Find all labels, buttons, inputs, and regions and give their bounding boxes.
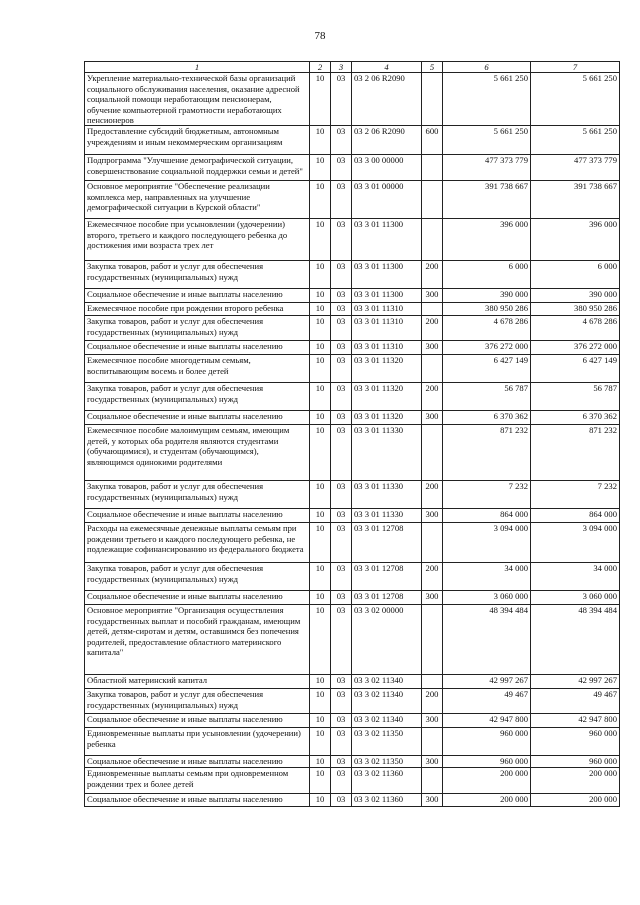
- row-name-cell: Закупка товаров, работ и услуг для обеспечения государственных (муниципальных) нужд: [85, 563, 310, 591]
- row-section-cell: 10: [310, 341, 331, 355]
- row-section-cell: 10: [310, 181, 331, 219]
- row-sum-col7-cell: 200 000: [531, 768, 620, 794]
- row-expense-type-cell: [422, 523, 443, 563]
- row-expense-type-cell: [422, 155, 443, 181]
- row-target-article-cell: 03 3 01 11300: [352, 261, 422, 289]
- row-sum-col7-cell: 4 678 286: [531, 316, 620, 341]
- row-subsection-cell: 03: [331, 126, 352, 155]
- table-row: [85, 425, 620, 481]
- row-subsection-cell: 03: [331, 383, 352, 411]
- row-expense-type-cell: 300: [422, 591, 443, 605]
- row-subsection-cell: 03: [331, 316, 352, 341]
- row-sum-col6-cell: 7 232: [443, 481, 531, 509]
- row-section-cell: 10: [310, 155, 331, 181]
- row-subsection-cell: 03: [331, 563, 352, 591]
- row-target-article-cell: 03 3 01 11320: [352, 355, 422, 383]
- table-row: [85, 509, 620, 523]
- row-name-cell: Закупка товаров, работ и услуг для обеспечения государственных (муниципальных) нужд: [85, 481, 310, 509]
- row-subsection-cell: 03: [331, 355, 352, 383]
- table-row: [85, 303, 620, 316]
- row-expense-type-cell: [422, 768, 443, 794]
- page-number: 78: [314, 30, 326, 42]
- row-sum-col7-cell: 376 272 000: [531, 341, 620, 355]
- row-sum-col7-cell: 5 661 250: [531, 73, 620, 126]
- row-sum-col6-cell: 6 000: [443, 261, 531, 289]
- row-sum-col6-cell: 48 394 484: [443, 605, 531, 675]
- row-name-cell: Закупка товаров, работ и услуг для обеспечения государственных (муниципальных) нужд: [85, 316, 310, 341]
- row-subsection-cell: 03: [331, 411, 352, 425]
- table-row: [85, 181, 620, 219]
- row-sum-col7-cell: 42 947 800: [531, 714, 620, 728]
- row-sum-col7-cell: 42 997 267: [531, 675, 620, 689]
- row-name-cell: Социальное обеспечение и иные выплаты населению: [85, 341, 310, 355]
- row-section-cell: 10: [310, 509, 331, 523]
- row-target-article-cell: 03 3 02 11350: [352, 756, 422, 768]
- row-subsection-cell: 03: [331, 341, 352, 355]
- row-subsection-cell: 03: [331, 481, 352, 509]
- row-sum-col7-cell: 34 000: [531, 563, 620, 591]
- row-expense-type-cell: 300: [422, 756, 443, 768]
- row-target-article-cell: 03 2 06 R2090: [352, 73, 422, 126]
- row-sum-col6-cell: 477 373 779: [443, 155, 531, 181]
- table-row: [85, 155, 620, 181]
- row-subsection-cell: 03: [331, 73, 352, 126]
- row-subsection-cell: 03: [331, 794, 352, 807]
- row-sum-col6-cell: 42 947 800: [443, 714, 531, 728]
- table-row: [85, 126, 620, 155]
- row-name-cell: Социальное обеспечение и иные выплаты населению: [85, 509, 310, 523]
- row-sum-col6-cell: 4 678 286: [443, 316, 531, 341]
- table-row: [85, 675, 620, 689]
- row-sum-col7-cell: 3 060 000: [531, 591, 620, 605]
- row-sum-col6-cell: 3 060 000: [443, 591, 531, 605]
- row-sum-col7-cell: 396 000: [531, 219, 620, 261]
- row-sum-col7-cell: 391 738 667: [531, 181, 620, 219]
- row-sum-col6-cell: 5 661 250: [443, 126, 531, 155]
- table-row: [85, 289, 620, 303]
- row-name-cell: Закупка товаров, работ и услуг для обеспечения государственных (муниципальных) нужд: [85, 689, 310, 714]
- row-sum-col6-cell: 42 997 267: [443, 675, 531, 689]
- row-target-article-cell: 03 3 02 11360: [352, 768, 422, 794]
- row-name-cell: Единовременные выплаты семьям при одновременном рождении трех и более детей: [85, 768, 310, 794]
- row-section-cell: 10: [310, 383, 331, 411]
- row-section-cell: 10: [310, 689, 331, 714]
- row-section-cell: 10: [310, 303, 331, 316]
- row-target-article-cell: 03 3 01 11320: [352, 411, 422, 425]
- row-subsection-cell: 03: [331, 303, 352, 316]
- table-row: [85, 355, 620, 383]
- header-row: [85, 62, 620, 73]
- row-subsection-cell: 03: [331, 605, 352, 675]
- row-sum-col7-cell: 871 232: [531, 425, 620, 481]
- row-sum-col6-cell: 396 000: [443, 219, 531, 261]
- row-sum-col6-cell: 871 232: [443, 425, 531, 481]
- row-section-cell: 10: [310, 289, 331, 303]
- row-sum-col6-cell: 56 787: [443, 383, 531, 411]
- row-expense-type-cell: [422, 728, 443, 756]
- row-expense-type-cell: 200: [422, 481, 443, 509]
- table-row: [85, 689, 620, 714]
- row-expense-type-cell: 200: [422, 316, 443, 341]
- row-sum-col6-cell: 6 370 362: [443, 411, 531, 425]
- row-subsection-cell: 03: [331, 591, 352, 605]
- table-row: [85, 563, 620, 591]
- row-name-cell: Социальное обеспечение и иные выплаты населению: [85, 411, 310, 425]
- header-col-1: 1: [85, 62, 310, 73]
- row-section-cell: 10: [310, 126, 331, 155]
- row-section-cell: 10: [310, 73, 331, 126]
- row-sum-col6-cell: 3 094 000: [443, 523, 531, 563]
- row-sum-col7-cell: 6 000: [531, 261, 620, 289]
- row-sum-col6-cell: 864 000: [443, 509, 531, 523]
- row-sum-col6-cell: 960 000: [443, 728, 531, 756]
- row-sum-col7-cell: 960 000: [531, 756, 620, 768]
- row-section-cell: 10: [310, 675, 331, 689]
- row-target-article-cell: 03 3 02 11340: [352, 714, 422, 728]
- row-name-cell: Социальное обеспечение и иные выплаты населению: [85, 289, 310, 303]
- header-col-6: 6: [443, 62, 531, 73]
- row-sum-col7-cell: 3 094 000: [531, 523, 620, 563]
- row-section-cell: 10: [310, 219, 331, 261]
- row-sum-col7-cell: 960 000: [531, 728, 620, 756]
- row-section-cell: 10: [310, 756, 331, 768]
- row-target-article-cell: 03 3 01 00000: [352, 181, 422, 219]
- row-expense-type-cell: 200: [422, 383, 443, 411]
- row-expense-type-cell: [422, 303, 443, 316]
- row-name-cell: Ежемесячное пособие малоимущим семьям, имеющим детей, у которых оба родителя являются студентами (обучающимися), и студентам (обучающимся), являющимся одинокими родителями: [85, 425, 310, 481]
- row-subsection-cell: 03: [331, 181, 352, 219]
- row-subsection-cell: 03: [331, 261, 352, 289]
- row-name-cell: Социальное обеспечение и иные выплаты населению: [85, 591, 310, 605]
- row-expense-type-cell: 300: [422, 341, 443, 355]
- row-sum-col6-cell: 380 950 286: [443, 303, 531, 316]
- table-row: [85, 756, 620, 768]
- row-target-article-cell: 03 3 01 11330: [352, 425, 422, 481]
- row-sum-col7-cell: 6 427 149: [531, 355, 620, 383]
- row-target-article-cell: 03 3 01 11330: [352, 509, 422, 523]
- row-expense-type-cell: [422, 219, 443, 261]
- row-section-cell: 10: [310, 411, 331, 425]
- row-subsection-cell: 03: [331, 756, 352, 768]
- header-col-4: 4: [352, 62, 422, 73]
- row-subsection-cell: 03: [331, 523, 352, 563]
- row-target-article-cell: 03 3 02 00000: [352, 605, 422, 675]
- row-subsection-cell: 03: [331, 425, 352, 481]
- row-expense-type-cell: [422, 73, 443, 126]
- table-row: [85, 768, 620, 794]
- row-section-cell: 10: [310, 523, 331, 563]
- row-sum-col6-cell: 200 000: [443, 768, 531, 794]
- row-expense-type-cell: 300: [422, 794, 443, 807]
- table-row: [85, 591, 620, 605]
- table-row: [85, 605, 620, 675]
- header-col-7: 7: [531, 62, 620, 73]
- row-expense-type-cell: 300: [422, 509, 443, 523]
- row-sum-col6-cell: 960 000: [443, 756, 531, 768]
- row-expense-type-cell: [422, 675, 443, 689]
- header-col-5: 5: [422, 62, 443, 73]
- row-sum-col7-cell: 380 950 286: [531, 303, 620, 316]
- row-name-cell: Социальное обеспечение и иные выплаты населению: [85, 756, 310, 768]
- table-body: [85, 73, 620, 807]
- row-sum-col6-cell: 5 661 250: [443, 73, 531, 126]
- row-section-cell: 10: [310, 794, 331, 807]
- row-name-cell: Основное мероприятие "Организация осуществления государственных выплат и пособий гражданам, имеющим детей, детям-сиротам и детям, оставшимся без попечения родителей, предоставление областного материнского капитала": [85, 605, 310, 675]
- row-sum-col7-cell: 5 661 250: [531, 126, 620, 155]
- budget-table: [84, 61, 620, 807]
- row-target-article-cell: 03 3 01 11310: [352, 341, 422, 355]
- row-expense-type-cell: 200: [422, 689, 443, 714]
- row-name-cell: Подпрограмма "Улучшение демографической ситуации, совершенствование социальной поддержки семьи и детей": [85, 155, 310, 181]
- table-row: [85, 341, 620, 355]
- row-expense-type-cell: 200: [422, 261, 443, 289]
- row-subsection-cell: 03: [331, 728, 352, 756]
- row-name-cell: Предоставление субсидий бюджетным, автономным учреждениям и иным некоммерческим организациям: [85, 126, 310, 155]
- row-target-article-cell: 03 3 01 12708: [352, 523, 422, 563]
- row-sum-col6-cell: 376 272 000: [443, 341, 531, 355]
- row-target-article-cell: 03 3 00 00000: [352, 155, 422, 181]
- row-section-cell: 10: [310, 591, 331, 605]
- row-subsection-cell: 03: [331, 509, 352, 523]
- row-subsection-cell: 03: [331, 675, 352, 689]
- row-target-article-cell: 03 3 02 11340: [352, 675, 422, 689]
- row-section-cell: 10: [310, 355, 331, 383]
- row-sum-col7-cell: 7 232: [531, 481, 620, 509]
- row-target-article-cell: 03 3 01 12708: [352, 591, 422, 605]
- row-sum-col6-cell: 391 738 667: [443, 181, 531, 219]
- row-expense-type-cell: [422, 605, 443, 675]
- row-name-cell: Областной материнский капитал: [85, 675, 310, 689]
- row-target-article-cell: 03 3 01 11300: [352, 289, 422, 303]
- table-row: [85, 261, 620, 289]
- row-target-article-cell: 03 3 02 11350: [352, 728, 422, 756]
- row-name-cell: Ежемесячное пособие многодетным семьям, воспитывающим восемь и более детей: [85, 355, 310, 383]
- row-section-cell: 10: [310, 768, 331, 794]
- row-section-cell: 10: [310, 714, 331, 728]
- row-expense-type-cell: [422, 181, 443, 219]
- row-name-cell: Социальное обеспечение и иные выплаты населению: [85, 714, 310, 728]
- row-target-article-cell: 03 3 01 11300: [352, 219, 422, 261]
- row-name-cell: Ежемесячное пособие при усыновлении (удочерении) второго, третьего и каждого последующего ребенка до достижения ими возраста трех лет: [85, 219, 310, 261]
- row-sum-col7-cell: 49 467: [531, 689, 620, 714]
- row-expense-type-cell: 300: [422, 714, 443, 728]
- row-sum-col7-cell: 390 000: [531, 289, 620, 303]
- row-name-cell: Расходы на ежемесячные денежные выплаты семьям при рождении третьего и каждого последующего ребенка, не подлежащие софинансированию из федерального бюджета: [85, 523, 310, 563]
- row-subsection-cell: 03: [331, 714, 352, 728]
- row-name-cell: Ежемесячное пособие при рождении второго ребенка: [85, 303, 310, 316]
- row-section-cell: 10: [310, 481, 331, 509]
- row-sum-col7-cell: 48 394 484: [531, 605, 620, 675]
- table-row: [85, 794, 620, 807]
- row-sum-col6-cell: 34 000: [443, 563, 531, 591]
- row-target-article-cell: 03 3 02 11360: [352, 794, 422, 807]
- table-row: [85, 219, 620, 261]
- row-target-article-cell: 03 3 01 11330: [352, 481, 422, 509]
- header-col-2: 2: [310, 62, 331, 73]
- row-expense-type-cell: 300: [422, 289, 443, 303]
- row-expense-type-cell: 200: [422, 563, 443, 591]
- table-row: [85, 523, 620, 563]
- row-sum-col6-cell: 200 000: [443, 794, 531, 807]
- row-subsection-cell: 03: [331, 289, 352, 303]
- row-section-cell: 10: [310, 425, 331, 481]
- row-subsection-cell: 03: [331, 689, 352, 714]
- table-row: [85, 714, 620, 728]
- row-expense-type-cell: 600: [422, 126, 443, 155]
- row-name-cell: Единовременные выплаты при усыновлении (удочерении) ребенка: [85, 728, 310, 756]
- row-section-cell: 10: [310, 605, 331, 675]
- row-target-article-cell: 03 3 01 11310: [352, 303, 422, 316]
- table-row: [85, 481, 620, 509]
- row-name-cell: Социальное обеспечение и иные выплаты населению: [85, 794, 310, 807]
- table-row: [85, 728, 620, 756]
- row-name-cell: Укрепление материально-технической базы организаций социального обслуживания населения, оказание адресной социальной помощи неработающим пенсионерам, обучение компьютерной грамотности неработающих пенсионеров: [85, 73, 310, 126]
- row-subsection-cell: 03: [331, 155, 352, 181]
- row-section-cell: 10: [310, 563, 331, 591]
- table-row: [85, 411, 620, 425]
- row-target-article-cell: 03 3 01 11320: [352, 383, 422, 411]
- row-name-cell: Закупка товаров, работ и услуг для обеспечения государственных (муниципальных) нужд: [85, 261, 310, 289]
- row-section-cell: 10: [310, 728, 331, 756]
- row-sum-col6-cell: 6 427 149: [443, 355, 531, 383]
- row-target-article-cell: 03 3 01 12708: [352, 563, 422, 591]
- row-section-cell: 10: [310, 316, 331, 341]
- row-expense-type-cell: 300: [422, 411, 443, 425]
- row-sum-col7-cell: 200 000: [531, 794, 620, 807]
- row-sum-col6-cell: 390 000: [443, 289, 531, 303]
- row-target-article-cell: 03 3 01 11310: [352, 316, 422, 341]
- row-target-article-cell: 03 2 06 R2090: [352, 126, 422, 155]
- row-sum-col7-cell: 864 000: [531, 509, 620, 523]
- row-subsection-cell: 03: [331, 219, 352, 261]
- row-sum-col6-cell: 49 467: [443, 689, 531, 714]
- row-expense-type-cell: [422, 355, 443, 383]
- row-name-cell: Основное мероприятие "Обеспечение реализации комплекса мер, направленных на улучшение демографической ситуации в Курской области": [85, 181, 310, 219]
- row-sum-col7-cell: 6 370 362: [531, 411, 620, 425]
- table-row: [85, 316, 620, 341]
- table-row: [85, 73, 620, 126]
- row-sum-col7-cell: 477 373 779: [531, 155, 620, 181]
- row-target-article-cell: 03 3 02 11340: [352, 689, 422, 714]
- table-row: [85, 383, 620, 411]
- header-col-3: 3: [331, 62, 352, 73]
- row-section-cell: 10: [310, 261, 331, 289]
- row-subsection-cell: 03: [331, 768, 352, 794]
- row-expense-type-cell: [422, 425, 443, 481]
- row-sum-col7-cell: 56 787: [531, 383, 620, 411]
- row-name-cell: Закупка товаров, работ и услуг для обеспечения государственных (муниципальных) нужд: [85, 383, 310, 411]
